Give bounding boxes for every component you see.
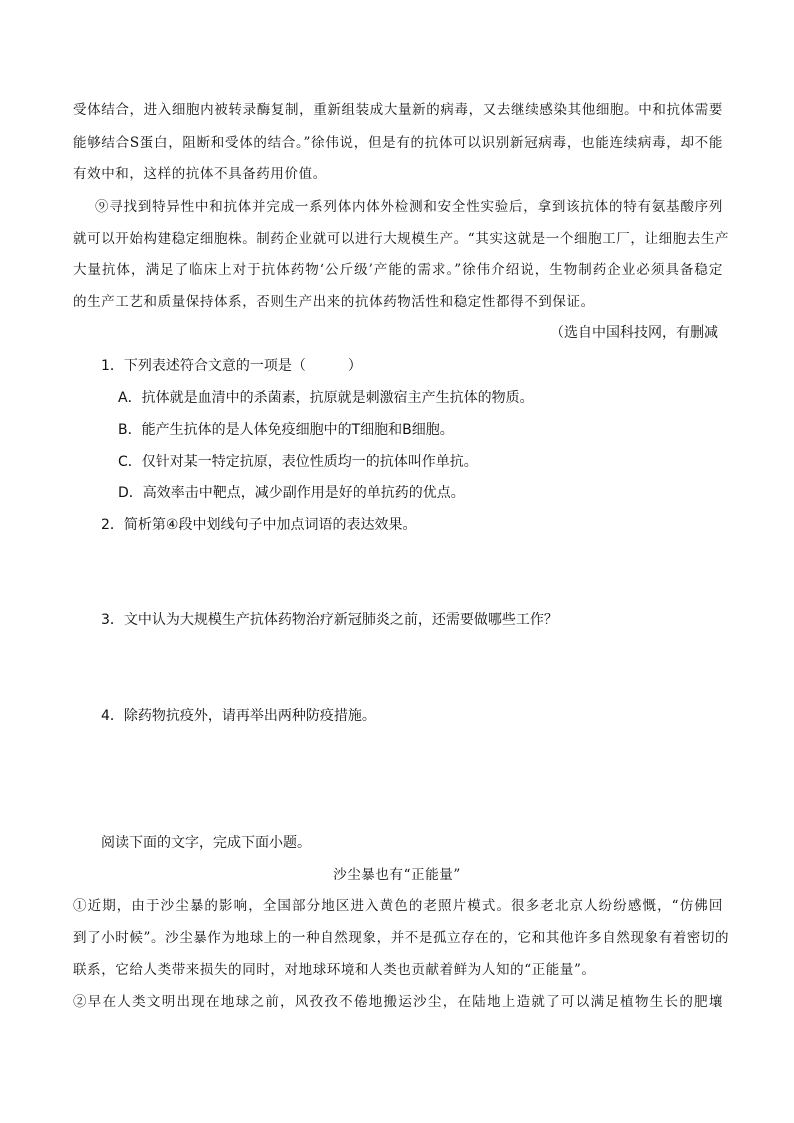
passage2-line-3: 联系，它给人类带来损失的同时，对地球环境和人类也贡献着鲜为人知的“正能量”。: [73, 962, 596, 978]
question-1-stem: 1．下列表述符合文意的一项是（ ）: [101, 358, 362, 374]
passage2-title: 沙尘暴也有“正能量”: [333, 867, 461, 883]
passage2-line-1: ①近期，由于沙尘暴的影响，全国部分地区进入黄色的老照片模式。很多老北京人纷纷感慨，“仿佛回: [73, 898, 723, 914]
passage1-line-4: ⑨寻找到特异性中和抗体并完成一系列体内体外检测和安全性实验后，拿到该抗体的特有氨基酸序列: [95, 199, 723, 215]
source-citation: （选自中国科技网，有删减: [550, 325, 718, 341]
question-1-option-a: A．抗体就是血清中的杀菌素，抗原就是刺激宿主产生抗体的物质。: [118, 390, 534, 406]
question-2: 2．简析第④段中划线句子中加点词语的表达效果。: [101, 517, 417, 533]
passage1-line-1: 受体结合，进入细胞内被转录酶复制，重新组装成大量新的病毒，又去继续感染其他细胞。中和抗体需要: [73, 102, 723, 118]
reading-instruction: 阅读下面的文字，完成下面小题。: [101, 835, 311, 851]
passage1-line-7: 的生产工艺和质量保持体系，否则生产出来的抗体药物活性和稳定性都得不到保证。: [73, 294, 595, 310]
question-1-option-b: B．能产生抗体的是人体免疫细胞中的T细胞和B细胞。: [118, 422, 454, 438]
question-1-option-d: D．高效率击中靶点，减少副作用是好的单抗药的优点。: [118, 485, 465, 501]
passage2-line-2: 到了小时候”。沙尘暴作为地球上的一种自然现象，并不是孤立存在的，它和其他许多自然现象有着密切的: [73, 930, 730, 946]
question-3: 3．文中认为大规模生产抗体药物治疗新冠肺炎之前，还需要做哪些工作？: [101, 612, 558, 628]
passage1-line-2: 能够结合S蛋白，阻断和受体的结合。”徐伟说，但是有的抗体可以识别新冠病毒，也能连续病毒，却不能: [73, 135, 723, 151]
passage1-line-3: 有效中和，这样的抗体不具备药用价值。: [73, 166, 327, 182]
passage2-line-4: ②早在人类文明出现在地球之前，风孜孜不倦地搬运沙尘，在陆地上造就了可以满足植物生长的肥壤: [73, 994, 723, 1010]
passage1-line-5: 就可以开始构建稳定细胞株。制药企业就可以进行大规模生产。“其实这就是一个细胞工厂，让细胞去生产: [73, 231, 730, 247]
question-1-option-c: C．仅针对某一特定抗原，表位性质均一的抗体叫作单抗。: [118, 454, 478, 470]
question-4: 4．除药物抗疫外，请再举出两种防疫措施。: [101, 708, 376, 724]
passage1-line-6: 大量抗体，满足了临床上对于抗体药物‘公斤级’产能的需求。”徐伟介绍说，生物制药企业必须具备稳定: [73, 262, 723, 278]
